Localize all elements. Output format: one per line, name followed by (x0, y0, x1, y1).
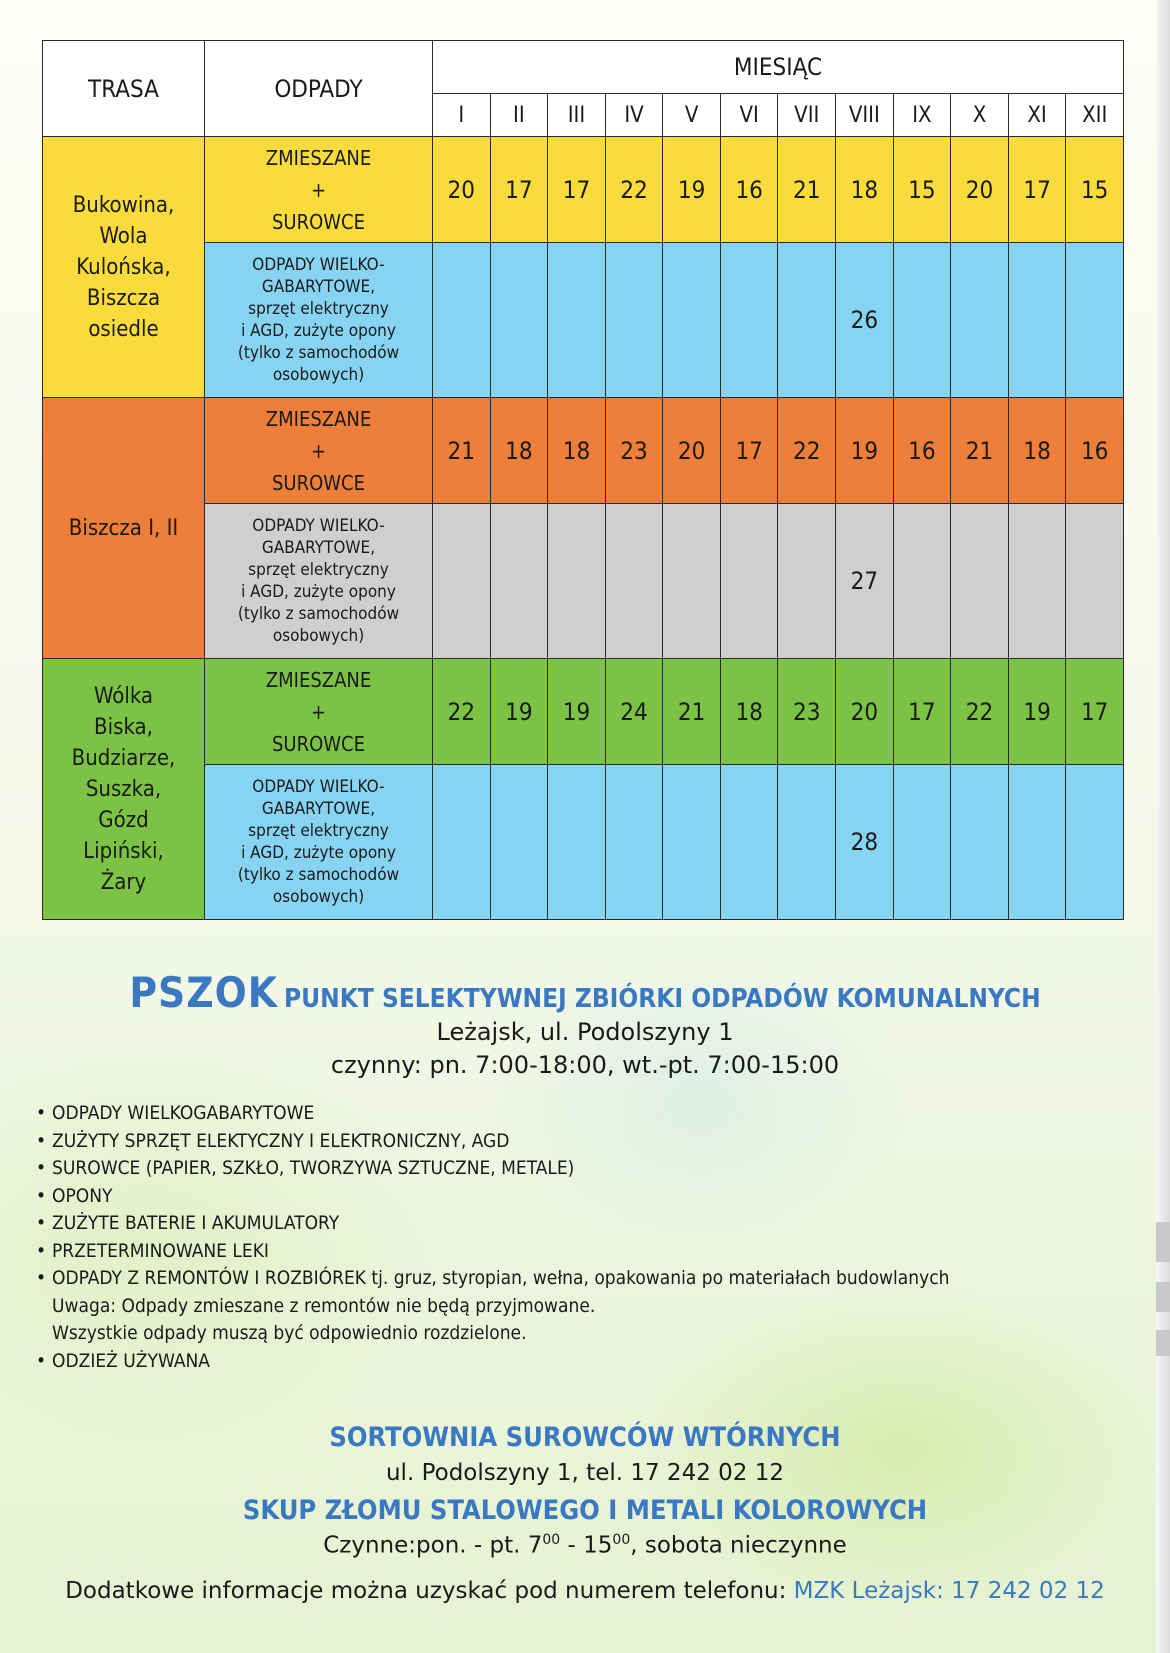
bullet-icon: • (36, 1267, 47, 1289)
header-waste: ODPADY (205, 41, 433, 137)
waste-type-line: sprzęt elektryczny (248, 299, 389, 319)
waste-type-line: + (310, 177, 327, 202)
waste-type-line: osobowych) (272, 626, 365, 646)
waste-type-line: (tylko z samochodów (237, 865, 400, 885)
waste-type-line: GABARYTOWE, (261, 538, 376, 558)
collection-day-cell: 22 (951, 659, 1009, 765)
collection-day-cell: 23 (605, 398, 663, 504)
skup-hours-text: Czynne:pon. - pt. 7 (323, 1532, 543, 1559)
pszok-hours: czynny: pn. 7:00-18:00, wt.-pt. 7:00-15:00 (330, 1051, 840, 1079)
skup-hours-sup: 00 (612, 1532, 631, 1548)
bulky-day-cell (433, 243, 491, 398)
collection-day-cell: 24 (605, 659, 663, 765)
list-item (36, 1155, 1126, 1183)
route-mixed-row (43, 137, 1124, 243)
page-edge-mark (1156, 1330, 1170, 1356)
list-item-text: ODPADY WIELKOGABARYTOWE (52, 1102, 315, 1124)
collection-day-cell: 18 (490, 398, 548, 504)
collection-schedule-table (42, 40, 1124, 920)
waste-type-line: GABARYTOWE, (261, 277, 376, 297)
waste-type-line: + (310, 438, 327, 463)
collection-day-cell: 21 (951, 398, 1009, 504)
month-header-cell: IX (893, 94, 951, 137)
waste-type-line: SUROWCE (272, 209, 365, 234)
collection-day-cell: 21 (778, 137, 836, 243)
bulky-day-cell: 27 (836, 504, 894, 659)
list-item (36, 1348, 1126, 1376)
collection-day-cell: 22 (433, 659, 491, 765)
collection-day-cell: 19 (490, 659, 548, 765)
waste-type-line: sprzęt elektryczny (248, 821, 389, 841)
page-edge-mark (1156, 1282, 1170, 1312)
collection-day-cell: 18 (1008, 398, 1066, 504)
route-name-line: Gózd (98, 807, 149, 833)
waste-type-line: SUROWCE (272, 731, 365, 756)
month-header-cell: I (433, 94, 491, 137)
skup-title: SKUP ZŁOMU STALOWEGO I METALI KOLOROWYCH (242, 1495, 928, 1526)
waste-type-line: GABARYTOWE, (261, 799, 376, 819)
route-name-line: Budziarze, (71, 745, 176, 771)
waste-type-line: ZMIESZANE (265, 667, 372, 692)
collection-day-cell: 20 (836, 659, 894, 765)
list-item-text: ODPADY Z REMONTÓW I ROZBIÓREK tj. gruz, styropian, wełna, opakowania po materiałach budowlanych (52, 1267, 950, 1289)
bulky-day-cell (778, 504, 836, 659)
skup-hours-sup: 00 (542, 1532, 561, 1548)
route-bulky-row (43, 504, 1124, 659)
bullet-icon: • (36, 1212, 47, 1234)
collection-day-cell: 21 (433, 398, 491, 504)
collection-day-cell: 22 (778, 398, 836, 504)
route-name-line: Biszcza (86, 285, 161, 311)
collection-day-cell: 16 (1066, 398, 1124, 504)
pszok-full-name: PUNKT SELEKTYWNEJ ZBIÓRKI ODPADÓW KOMUNALNYCH (284, 984, 1041, 1014)
month-header-cell: XII (1066, 94, 1124, 137)
route-name-line: osiedle (88, 316, 159, 342)
waste-type-mixed (205, 398, 433, 504)
route-name (43, 659, 205, 920)
list-item (36, 1238, 1126, 1266)
bulky-day-cell (605, 243, 663, 398)
collection-day-cell: 15 (1066, 137, 1124, 243)
waste-type-line: i AGD, zużyte opony (241, 321, 396, 341)
route-bulky-row (43, 243, 1124, 398)
collection-day-cell: 19 (836, 398, 894, 504)
collection-day-cell: 19 (548, 659, 606, 765)
month-header-cell: VII (778, 94, 836, 137)
list-item-text: ZUŻYTY SPRZĘT ELEKTYCZNY I ELEKTRONICZNY, AGD (52, 1129, 510, 1152)
bulky-day-cell (548, 504, 606, 659)
waste-type-bulky (205, 504, 433, 659)
waste-type-line: i AGD, zużyte opony (241, 582, 396, 602)
list-item (36, 1210, 1126, 1238)
route-bulky-row (43, 765, 1124, 920)
waste-type-bulky (205, 243, 433, 398)
sortownia-address: ul. Podolszyny 1, tel. 17 242 02 12 (385, 1460, 784, 1486)
bulky-day-cell (433, 765, 491, 920)
route-mixed-row (43, 659, 1124, 765)
collection-day-cell: 17 (1066, 659, 1124, 765)
month-header-cell: III (548, 94, 606, 137)
header-route: TRASA (43, 41, 205, 137)
waste-type-line: sprzęt elektryczny (248, 560, 389, 580)
bulky-day-cell (1008, 504, 1066, 659)
collection-day-cell: 16 (720, 137, 778, 243)
waste-type-line: ODPADY WIELKO- (252, 516, 385, 536)
bulky-day-cell (1008, 765, 1066, 920)
route-name-line: Suszka, (85, 776, 162, 802)
bulky-day-cell (778, 243, 836, 398)
sortownia-title: SORTOWNIA SUROWCÓW WTÓRNYCH (329, 1422, 841, 1453)
collection-day-cell: 18 (548, 398, 606, 504)
skup-hours-text: , sobota nieczynne (630, 1532, 847, 1559)
bulky-day-cell (1066, 765, 1124, 920)
bulky-day-cell (951, 765, 1009, 920)
list-item (36, 1100, 1126, 1128)
collection-day-cell: 23 (778, 659, 836, 765)
list-item-text: OPONY (52, 1184, 113, 1207)
collection-day-cell: 18 (720, 659, 778, 765)
collection-day-cell: 17 (893, 659, 951, 765)
collection-day-cell: 20 (433, 137, 491, 243)
list-item-text: ODZIEŻ UŻYWANA (52, 1349, 210, 1372)
collection-day-cell: 20 (951, 137, 1009, 243)
bulky-day-cell (951, 504, 1009, 659)
bulky-day-cell (433, 504, 491, 659)
month-header-cell: IV (605, 94, 663, 137)
bulky-day-cell (663, 765, 721, 920)
bullet-icon: • (36, 1157, 47, 1179)
pszok-acronym: PSZOK (129, 968, 279, 1017)
month-header-cell: II (490, 94, 548, 137)
bulky-day-cell (1066, 243, 1124, 398)
route-name-line: Lipiński, (83, 838, 164, 864)
collection-day-cell: 15 (893, 137, 951, 243)
waste-type-line: ZMIESZANE (265, 145, 372, 170)
route-name-line: Biszcza I, II (68, 515, 179, 541)
bulky-day-cell (490, 243, 548, 398)
waste-type-line: osobowych) (272, 365, 365, 385)
bulky-day-cell (490, 765, 548, 920)
route-name-line: Kulońska, (76, 254, 171, 280)
waste-type-line: (tylko z samochodów (237, 604, 400, 624)
waste-type-mixed (205, 137, 433, 243)
collection-day-cell: 22 (605, 137, 663, 243)
page-edge (1156, 0, 1170, 1653)
waste-type-line: osobowych) (272, 887, 365, 907)
skup-hours-text: - 15 (560, 1532, 613, 1559)
collection-day-cell: 20 (663, 398, 721, 504)
route-mixed-row (43, 398, 1124, 504)
waste-type-mixed (205, 659, 433, 765)
list-item (36, 1183, 1126, 1211)
bullet-icon: • (36, 1349, 47, 1372)
header-month: MIESIĄC (433, 41, 1124, 94)
bulky-day-cell (663, 504, 721, 659)
bulky-day-cell (605, 765, 663, 920)
bulky-day-cell: 26 (836, 243, 894, 398)
route-name (43, 137, 205, 398)
footer-info (0, 1578, 1170, 1604)
bulky-day-cell (1008, 243, 1066, 398)
bulky-day-cell: 28 (836, 765, 894, 920)
waste-type-line: (tylko z samochodów (237, 343, 400, 363)
collection-day-cell: 16 (893, 398, 951, 504)
route-name-line: Żary (100, 869, 147, 895)
bulky-day-cell (720, 765, 778, 920)
bullet-icon: • (36, 1184, 47, 1207)
bulky-day-cell (951, 243, 1009, 398)
list-note: Wszystkie odpady muszą być odpowiednio rozdzielone. (52, 1322, 527, 1344)
skup-hours (0, 1532, 1170, 1559)
list-item (36, 1265, 1126, 1293)
bulky-day-cell (1066, 504, 1124, 659)
route-name-line: Wólka (93, 683, 154, 709)
bulky-day-cell (778, 765, 836, 920)
waste-type-line: i AGD, zużyte opony (241, 843, 396, 863)
collection-day-cell: 19 (663, 137, 721, 243)
list-item-text: ZUŻYTE BATERIE I AKUMULATORY (52, 1212, 340, 1234)
bullet-icon: • (36, 1102, 47, 1124)
waste-type-line: + (310, 699, 327, 724)
waste-type-line: SUROWCE (272, 470, 365, 495)
bulky-day-cell (893, 504, 951, 659)
bulky-day-cell (663, 243, 721, 398)
month-header-cell: VI (720, 94, 778, 137)
bulky-day-cell (605, 504, 663, 659)
bullet-icon: • (36, 1239, 47, 1262)
bullet-icon: • (36, 1129, 47, 1152)
route-name-line: Wola (99, 223, 148, 249)
bulky-day-cell (893, 243, 951, 398)
list-note: Uwaga: Odpady zmieszane z remontów nie będą przyjmowane. (52, 1294, 596, 1317)
month-header-cell: VIII (836, 94, 894, 137)
month-header-cell: X (951, 94, 1009, 137)
bulky-day-cell (548, 243, 606, 398)
bulky-day-cell (720, 243, 778, 398)
bulky-day-cell (893, 765, 951, 920)
bulky-day-cell (720, 504, 778, 659)
pszok-address: Leżajsk, ul. Podolszyny 1 (436, 1018, 734, 1046)
month-header-cell: V (663, 94, 721, 137)
waste-type-line: ODPADY WIELKO- (252, 777, 385, 797)
pszok-title (0, 968, 1170, 1017)
list-item-text: SUROWCE (PAPIER, SZKŁO, TWORZYWA SZTUCZNE, METALE) (52, 1157, 575, 1179)
collection-day-cell: 18 (836, 137, 894, 243)
footer-phone: MZK Leżajsk: 17 242 02 12 (793, 1578, 1105, 1604)
collection-day-cell: 17 (1008, 137, 1066, 243)
route-name (43, 398, 205, 659)
waste-type-line: ZMIESZANE (265, 406, 372, 431)
list-item-text: PRZETERMINOWANE LEKI (52, 1239, 269, 1262)
bulky-day-cell (548, 765, 606, 920)
pszok-accepted-list (36, 1100, 1126, 1375)
collection-day-cell: 17 (548, 137, 606, 243)
route-name-line: Bukowina, (72, 192, 175, 218)
waste-type-line: ODPADY WIELKO- (252, 255, 385, 275)
month-header-cell: XI (1008, 94, 1066, 137)
collection-day-cell: 17 (490, 137, 548, 243)
route-name-line: Biska, (94, 714, 153, 740)
collection-day-cell: 19 (1008, 659, 1066, 765)
list-item (36, 1128, 1126, 1156)
collection-day-cell: 17 (720, 398, 778, 504)
waste-type-bulky (205, 765, 433, 920)
bulky-day-cell (490, 504, 548, 659)
page-edge-mark (1156, 1222, 1170, 1262)
collection-day-cell: 21 (663, 659, 721, 765)
footer-text: Dodatkowe informacje można uzyskać pod numerem telefonu: (65, 1578, 794, 1604)
